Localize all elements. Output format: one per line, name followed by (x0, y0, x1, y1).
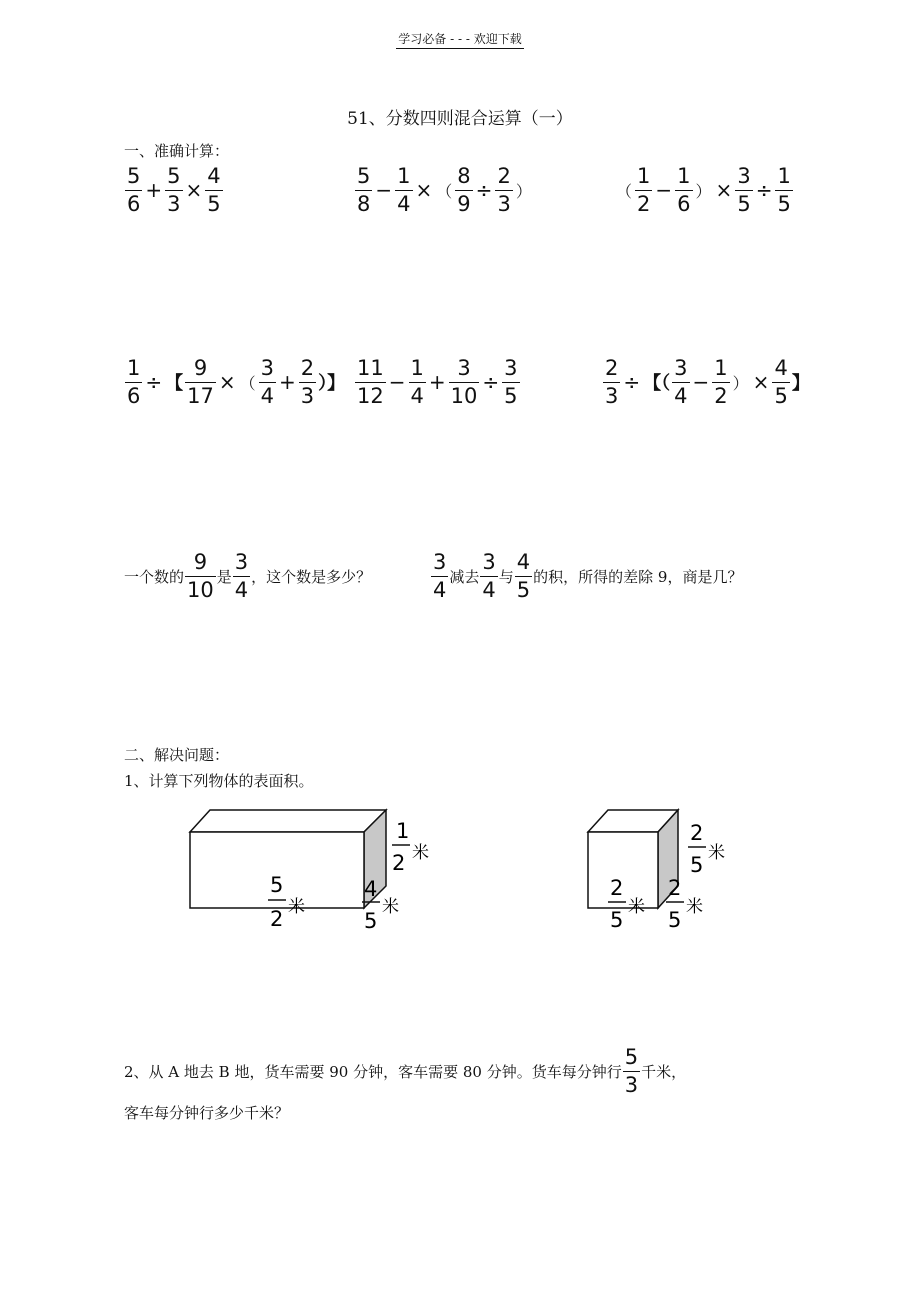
length-numerator: 2 (610, 876, 624, 900)
word-problem-1 (124, 546, 371, 606)
word-text: 的积，所得的差除 9，商是几？ (533, 567, 743, 586)
height-denominator: 5 (690, 853, 704, 877)
question-2-line2: 客车每分钟行多少千米？ (124, 1104, 290, 1122)
fraction: $\frac{3}{4}$ (674, 355, 688, 408)
operator: ÷ (755, 178, 773, 202)
operator: ÷ (482, 370, 500, 394)
length-numerator: 5 (270, 873, 284, 897)
expr-2-1 (124, 352, 346, 412)
fraction: $\frac{8}{9}$ (457, 163, 471, 216)
expr-1-1 (124, 160, 224, 220)
operator: ÷ (623, 370, 641, 394)
fraction: $\frac{1}{2}$ (637, 163, 651, 216)
header-text: 学习必备 - - - 欢迎下载 (396, 30, 523, 49)
fraction: $\frac{3}{4}$ (234, 549, 249, 602)
section1-heading: 一、准确计算： (124, 142, 230, 160)
word-text: 一个数的 (124, 567, 185, 586)
expr-1-3 (614, 160, 794, 220)
height-numerator: 1 (396, 819, 410, 843)
question-2-text-end: 千米， (641, 1062, 687, 1081)
fraction: $\frac{5}{6}$ (127, 163, 141, 216)
fraction: $\frac{3}{4}$ (260, 355, 275, 408)
fraction: $\frac{5}{3}$ (167, 163, 181, 216)
width-denominator: 5 (668, 908, 682, 932)
question-2 (124, 1040, 686, 1102)
width-denominator: 5 (364, 909, 378, 933)
fraction: $\frac{9}{17}$ (187, 355, 214, 408)
operator: ÷ (475, 178, 493, 202)
left-bracket: 【（ (643, 373, 671, 394)
fraction: $\frac{3}{4}$ (482, 549, 496, 602)
operator: + (428, 370, 446, 394)
word-text: 与 (498, 567, 514, 586)
operator: × (752, 370, 770, 394)
fraction: $\frac{1}{6}$ (677, 163, 691, 216)
fraction: $\frac{1}{2}$ (714, 355, 728, 408)
unit-label: 米 (628, 897, 645, 917)
operator: × (415, 178, 433, 202)
operator: + (279, 370, 296, 394)
operator: − (655, 178, 673, 202)
right-paren: ） (695, 181, 712, 201)
fraction: $\frac{3}{5}$ (737, 163, 751, 216)
length-denominator: 2 (270, 907, 284, 931)
unit-label: 米 (288, 897, 305, 917)
question-1: 1、计算下列物体的表面积。 (124, 772, 314, 790)
width-numerator: 2 (668, 876, 682, 900)
unit-label: 米 (686, 897, 703, 917)
fraction: $\frac{1}{5}$ (777, 163, 791, 216)
expr-2-3 (602, 352, 811, 412)
right-paren: ） (732, 373, 749, 393)
operator: × (185, 178, 203, 202)
height-denominator: 2 (392, 851, 406, 875)
unit-label: 米 (708, 843, 725, 863)
fraction: $\frac{2}{3}$ (300, 355, 315, 408)
fraction: $\frac{4}{5}$ (516, 549, 531, 602)
fraction: $\frac{3}{4}$ (433, 549, 447, 602)
fraction: $\frac{1}{6}$ (127, 355, 141, 408)
right-bracket: 】 (791, 373, 810, 394)
fraction: $\frac{5}{3}$ (624, 1044, 639, 1097)
operator: × (715, 178, 733, 202)
operator: − (692, 370, 710, 394)
expr-1-2 (354, 160, 534, 220)
width-numerator: 4 (364, 877, 378, 901)
cuboid-figure (180, 800, 440, 940)
unit-label: 米 (412, 843, 429, 863)
cube-figure (578, 800, 748, 940)
page-title: 51、分数四则混合运算（一） (347, 109, 573, 129)
right-bracket: ）】 (318, 373, 346, 394)
question-2-text: 2、从 A 地去 B 地，货车需要 90 分钟，客车需要 80 分钟。货车每分钟行 (124, 1062, 622, 1081)
fraction: $\frac{3}{5}$ (504, 355, 518, 408)
left-paren: （ (436, 181, 453, 201)
fraction: $\frac{5}{8}$ (357, 163, 371, 216)
operator: + (145, 178, 163, 202)
operator: − (375, 178, 393, 202)
fraction: $\frac{1}{4}$ (410, 355, 424, 408)
word-problem-2 (430, 546, 742, 606)
operator: − (388, 370, 406, 394)
operator: ÷ (145, 370, 163, 394)
height-numerator: 2 (690, 821, 704, 845)
expr-2-2 (354, 352, 521, 412)
left-paren: （ (616, 181, 633, 201)
cuboid-top-face (190, 810, 386, 832)
unit-label: 米 (382, 897, 399, 917)
page-header (0, 30, 920, 49)
word-text: ，这个数是多少？ (251, 567, 372, 586)
fraction: $\frac{1}{4}$ (397, 163, 411, 216)
section2-heading: 二、解决问题： (124, 746, 230, 764)
word-text: 是 (216, 567, 232, 586)
fraction: $\frac{2}{3}$ (605, 355, 619, 408)
fraction: $\frac{11}{12}$ (357, 355, 384, 408)
fraction: $\frac{2}{3}$ (497, 163, 511, 216)
fraction: $\frac{4}{5}$ (207, 163, 221, 216)
operator: × (218, 370, 236, 394)
fraction: $\frac{3}{10}$ (450, 355, 478, 408)
fraction: $\frac{4}{5}$ (774, 355, 788, 408)
left-bracket: 【 (165, 373, 184, 394)
fraction: $\frac{9}{10}$ (187, 549, 214, 602)
word-text: 减去 (449, 567, 480, 586)
left-paren: （ (239, 373, 256, 393)
length-denominator: 5 (610, 908, 624, 932)
right-paren: ） (515, 181, 532, 201)
